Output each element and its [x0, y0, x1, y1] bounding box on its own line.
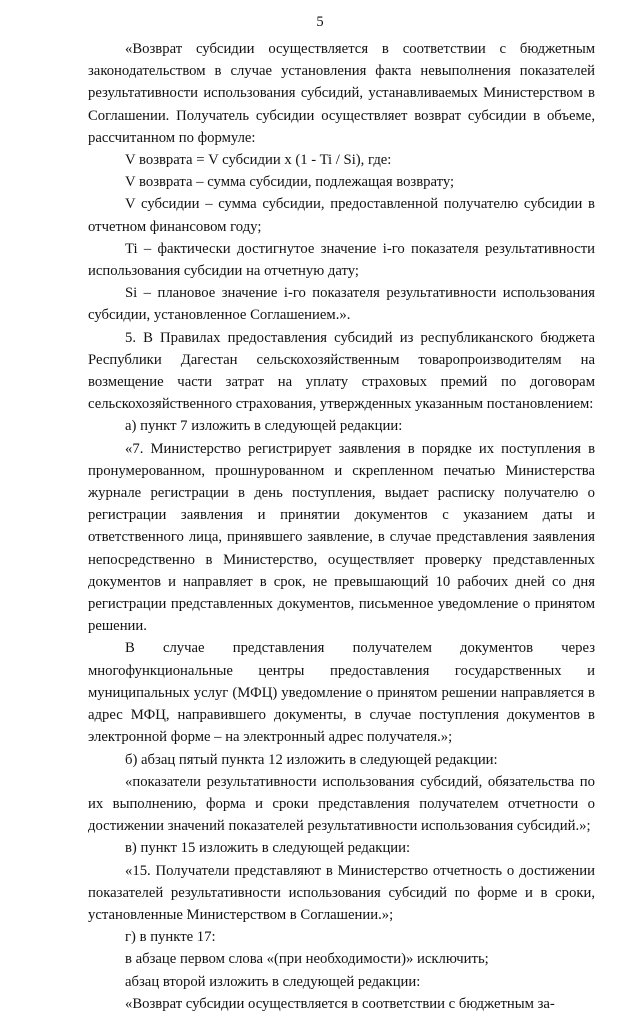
paragraph-item-5: 5. В Правилах предоставления субсидий из республиканского бюджета Республики Дагестан сельскохозяйственным товаропроизводителям на возмещение части затрат на уплату страховых премий по договорам сельскохозяйственного страхования, утвержденных указанным постановлением:: [88, 329, 595, 413]
document-body: [88, 38, 595, 1015]
paragraph-subitem-b: б) абзац пятый пункта 12 изложить в следующей редакции:: [125, 751, 498, 768]
paragraph-performance-indicators: «показатели результативности использования субсидий, обязательства по их выполнению, форма и сроки представления получателем отчетности о достижении значений показателей результативности использования субсидий.»;: [88, 773, 595, 835]
paragraph-subsidy-return-continued: «Возврат субсидии осуществляется в соответствии с бюджетным за-: [125, 995, 555, 1012]
paragraph-v-return-definition: V возврата – сумма субсидии, подлежащая возврату;: [125, 174, 455, 191]
paragraph-subitem-g: г) в пункте 17:: [125, 929, 216, 946]
paragraph-v-subsidy-definition: V субсидии – сумма субсидии, предоставленной получателю субсидии в отчетном финансовом году;: [88, 196, 595, 235]
paragraph-subitem-v: в) пункт 15 изложить в следующей редакции:: [125, 840, 411, 857]
paragraph-si-definition: Si – плановое значение i-го показателя результативности использования субсидии, установленное Соглашением.».: [88, 285, 595, 324]
paragraph-second-abzac: абзац второй изложить в следующей редакции:: [125, 973, 421, 990]
paragraph-mfc-case: В случае представления получателем документов через многофункциональные центры предоставления государственных и муниципальных услуг (МФЦ) уведомление о принятом решении направляется в адрес МФЦ, направившего документы, в случае поступления документов в электронной форме – на электронный адрес получателя.»;: [88, 640, 595, 746]
paragraph-clause-7: «7. Министерство регистрирует заявления в порядке их поступления в пронумерованном, прошнурованном и скрепленном печатью Министерства журнале регистрации в день поступления, выдает расписку получателю о регистрации заявления и принятии документов с указанием даты и ответственного лица, принявшего заявление, в случае представления заявления непосредственно в Министерство, осуществляет проверку представленных документов и направляет в срок, не превышающий 10 рабочих дней со дня регистрации представленных документов, письменное уведомление о принятом решении.: [88, 440, 595, 635]
paragraph-ti-definition: Ti – фактически достигнутое значение i-го показателя результативности использования субсидии на отчетную дату;: [88, 240, 595, 280]
page-number: 5: [316, 14, 324, 30]
paragraph-clause-15: «15. Получатели представляют в Министерство отчетность о достижении показателей результативности использования субсидий по форме и в сроки, установленные Министерством в Соглашении.»;: [88, 862, 595, 923]
paragraph-formula: V возврата = V субсидии x (1 - Ti / Si), где:: [125, 152, 392, 169]
paragraph-subitem-a: а) пункт 7 изложить в следующей редакции:: [125, 418, 403, 435]
paragraph-subsidy-return: «Возврат субсидии осуществляется в соответствии с бюджетным законодательством в случае установления факта невыполнения показателей результативности использования субсидий, устанавливаемых Министерством в Соглашении. Получатель субсидии осуществляет возврат субсидии в объеме, рассчитанном по формуле:: [88, 41, 595, 146]
paragraph-first-abzac: в абзаце первом слова «(при необходимости)» исключить;: [125, 951, 489, 968]
